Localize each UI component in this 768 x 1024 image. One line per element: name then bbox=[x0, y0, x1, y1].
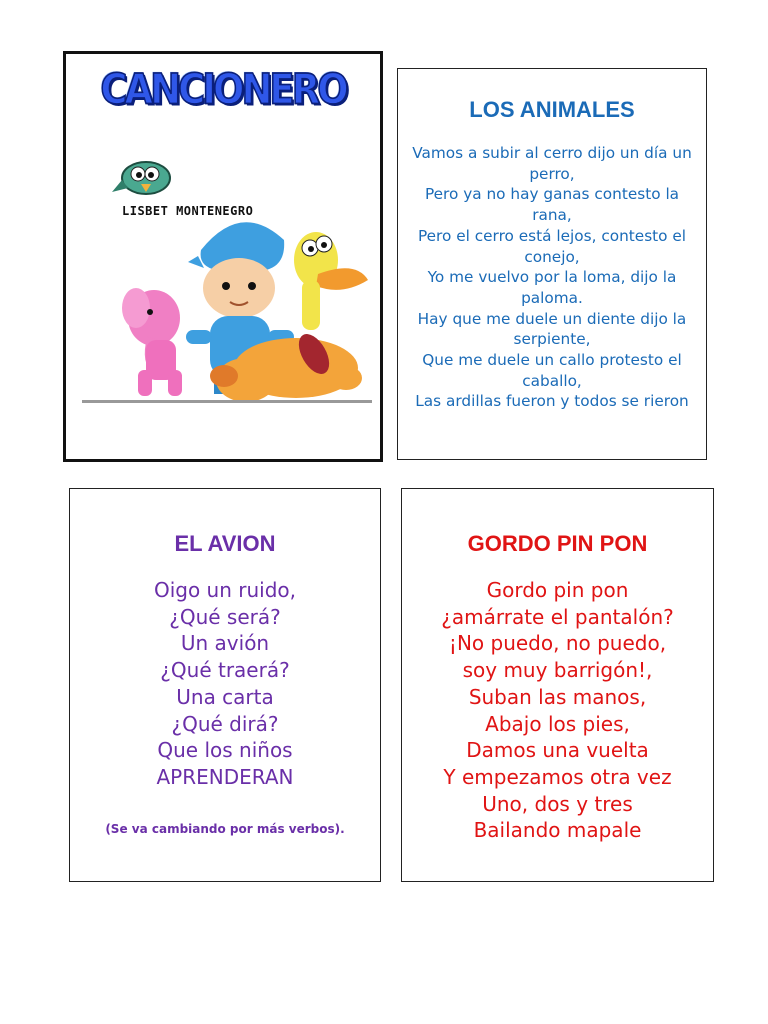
lyric-line: Que los niños bbox=[157, 738, 293, 763]
floor-line bbox=[82, 400, 372, 403]
song-title: GORDO PIN PON bbox=[467, 531, 648, 556]
lyric-line: Suban las manos, bbox=[468, 684, 647, 709]
lyric-line: Uno, dos y tres bbox=[482, 791, 633, 816]
song-lyrics bbox=[402, 577, 713, 844]
lyric-line: soy muy barrigón!, bbox=[462, 658, 653, 683]
cover-author: LISBET MONTENEGRO bbox=[122, 204, 254, 218]
lyric-line: Gordo pin pon bbox=[486, 578, 629, 602]
lyric-line: ¿Qué dirá? bbox=[171, 711, 279, 736]
lyric-line: Las ardillas fueron y todos se rieron bbox=[415, 392, 689, 411]
lyric-line: ¿amárrate el pantalón? bbox=[441, 604, 674, 629]
song-title: EL AVION bbox=[174, 531, 276, 556]
lyric-line: Abajo los pies, bbox=[485, 711, 630, 736]
lyric-line: Que me duele un callo protesto el caballo, bbox=[422, 351, 682, 390]
cover-title: CANCIONERO bbox=[100, 65, 346, 114]
song-card-gordo-pin-pon bbox=[401, 488, 714, 882]
duck-icon bbox=[294, 232, 368, 330]
lyric-line: ¿Qué será? bbox=[169, 604, 281, 629]
cover-card bbox=[63, 51, 383, 462]
lyric-line: Yo me vuelvo por la loma, dijo la paloma. bbox=[427, 268, 677, 307]
lyric-line: Pero ya no hay ganas contesto la rana, bbox=[424, 185, 680, 225]
lyric-line: Damos una vuelta bbox=[466, 738, 649, 763]
bird-icon bbox=[112, 162, 170, 194]
song-note: (Se va cambiando por más verbos). bbox=[105, 821, 345, 836]
lyric-line: ¿Qué traerá? bbox=[160, 658, 290, 683]
lyric-line: Un avión bbox=[180, 631, 270, 656]
song-card-los-animales bbox=[397, 68, 707, 460]
lyric-line: Vamos a subir al cerro dijo un día un perro, bbox=[412, 144, 692, 183]
lyric-line: APRENDERAN bbox=[156, 764, 294, 789]
song-lyrics bbox=[70, 577, 380, 791]
song-lyrics bbox=[412, 143, 692, 412]
song-title: LOS ANIMALES bbox=[469, 97, 635, 122]
song-card-el-avion bbox=[69, 488, 381, 882]
lyric-line: Oigo un ruido, bbox=[153, 578, 297, 602]
lyric-line: Bailando mapale bbox=[473, 818, 642, 843]
cartoon-characters-illustration bbox=[106, 140, 376, 410]
lyric-line: Pero el cerro está lejos, contesto el conejo, bbox=[417, 226, 687, 266]
lyric-line: ¡No puedo, no puedo, bbox=[448, 631, 667, 656]
lyric-line: Una carta bbox=[176, 684, 274, 709]
lyric-line: Y empezamos otra vez bbox=[443, 764, 672, 789]
elephant-icon bbox=[122, 288, 182, 396]
lyric-line: Hay que me duele un diente dijo la serpiente, bbox=[417, 309, 687, 349]
